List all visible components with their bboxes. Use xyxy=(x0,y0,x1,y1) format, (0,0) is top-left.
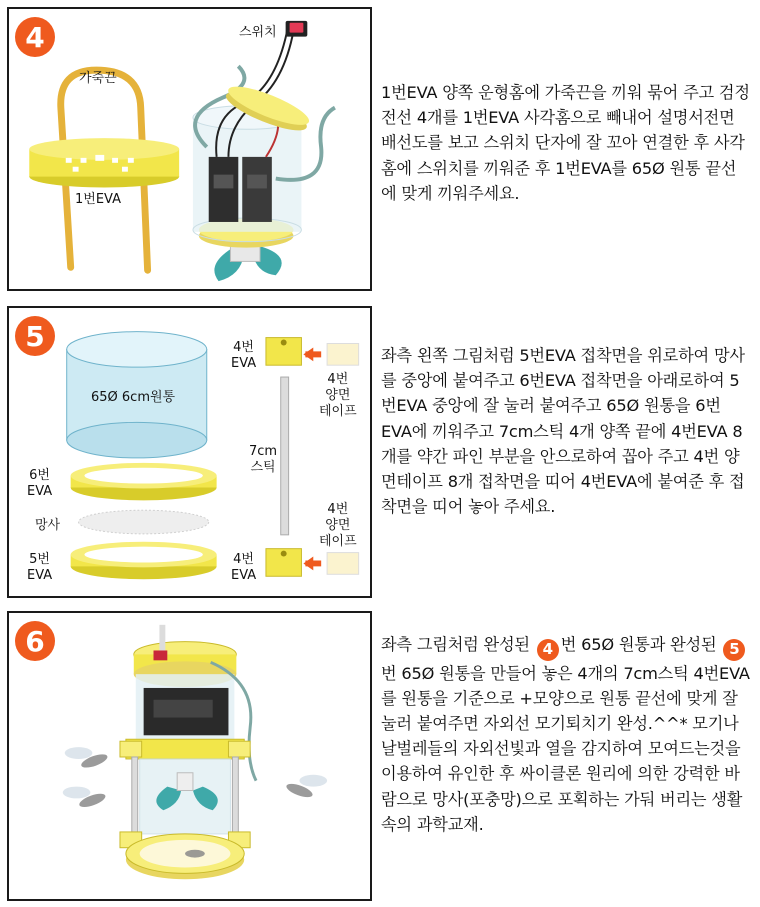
step-5-illustration xyxy=(9,308,370,596)
eva4-bottom-label: 4번 EVA xyxy=(231,552,257,583)
step-5-panel xyxy=(7,306,372,598)
tape-top-label: 4번 양면 테이프 xyxy=(319,372,357,419)
eva4-top-label: 4번 EVA xyxy=(231,340,257,371)
step-4-description xyxy=(381,80,751,206)
eva1-label: 1번EVA xyxy=(75,192,121,207)
step-badge: 6 xyxy=(15,621,55,661)
mesh-label: 망사 xyxy=(35,518,61,533)
step-4-illustration xyxy=(9,9,370,289)
step-5-ref-badge: 5 xyxy=(723,639,745,661)
strap-label: 가죽끈 xyxy=(79,71,117,86)
eva6-label: 6번 EVA xyxy=(27,468,53,499)
eva5-label: 5번 EVA xyxy=(27,552,53,583)
step-6-description xyxy=(381,632,751,837)
step-5-description xyxy=(381,343,751,519)
step-badge: 5 xyxy=(15,316,55,356)
tape-bottom-label: 4번 양면 테이프 xyxy=(319,502,357,549)
switch-label: 스위치 xyxy=(239,25,277,40)
cylinder-label: 65Ø 6cm원통 xyxy=(91,390,176,405)
step-4-panel xyxy=(7,7,372,291)
step-6-text: 좌측 그림처럼 완성된 4 번 65Ø 원통과 완성된 5번 65Ø 원통을 만들어 놓은 4개의 7cm스틱 4번EVA를 원통을 기준으로 +모양으로 원통 끝선에 맞게 잘 눌러 붙여주면 자외선 모기퇴치기 완성.^^* 모기나 날벌레들의 자외선빛과 열을 감지하여 모여드는것을 이용하여 유인한 후 싸이클론 원리에 의한 강력한 바람으로 망사(포충망)으로 포획하는 가둬 버리는 생활속의 과학교재. xyxy=(381,635,750,834)
step-4-text: 1번EVA 양쪽 운형홈에 가죽끈을 끼워 묶어 주고 검정전선 4개를 1번EVA 사각홈으로 빼내어 설명서전면 배선도를 보고 스위치 단자에 잘 꼬아 연결한 후 사각홈에 스위치를 끼워준 후 1번EVA를 65Ø 원통 끝선에 맞게 끼워주세요. xyxy=(381,83,750,203)
stick-label: 7cm 스틱 xyxy=(249,444,278,475)
step-4-ref-badge: 4 xyxy=(537,639,559,661)
step-6-panel xyxy=(7,611,372,901)
step-5-text: 좌측 왼쪽 그림처럼 5번EVA 접착면을 위로하여 망사를 중앙에 붙여주고 6번EVA 접착면을 아래로하여 5번EVA 중앙에 잘 눌러 붙여주고 65Ø 원통을 6번EVA에 끼워주고 7cm스틱 4개 양쪽 끝에 4번EVA 8개를 약간 파인 부분을 안으로하여 꼽아 주고 4번 양면테이프 8개 접착면을 띠어 4번EVA에 붙여준 후 접착면을 띠어 놓아 주세요. xyxy=(381,346,745,517)
step-6-illustration xyxy=(9,613,370,899)
step-badge: 4 xyxy=(15,17,55,57)
